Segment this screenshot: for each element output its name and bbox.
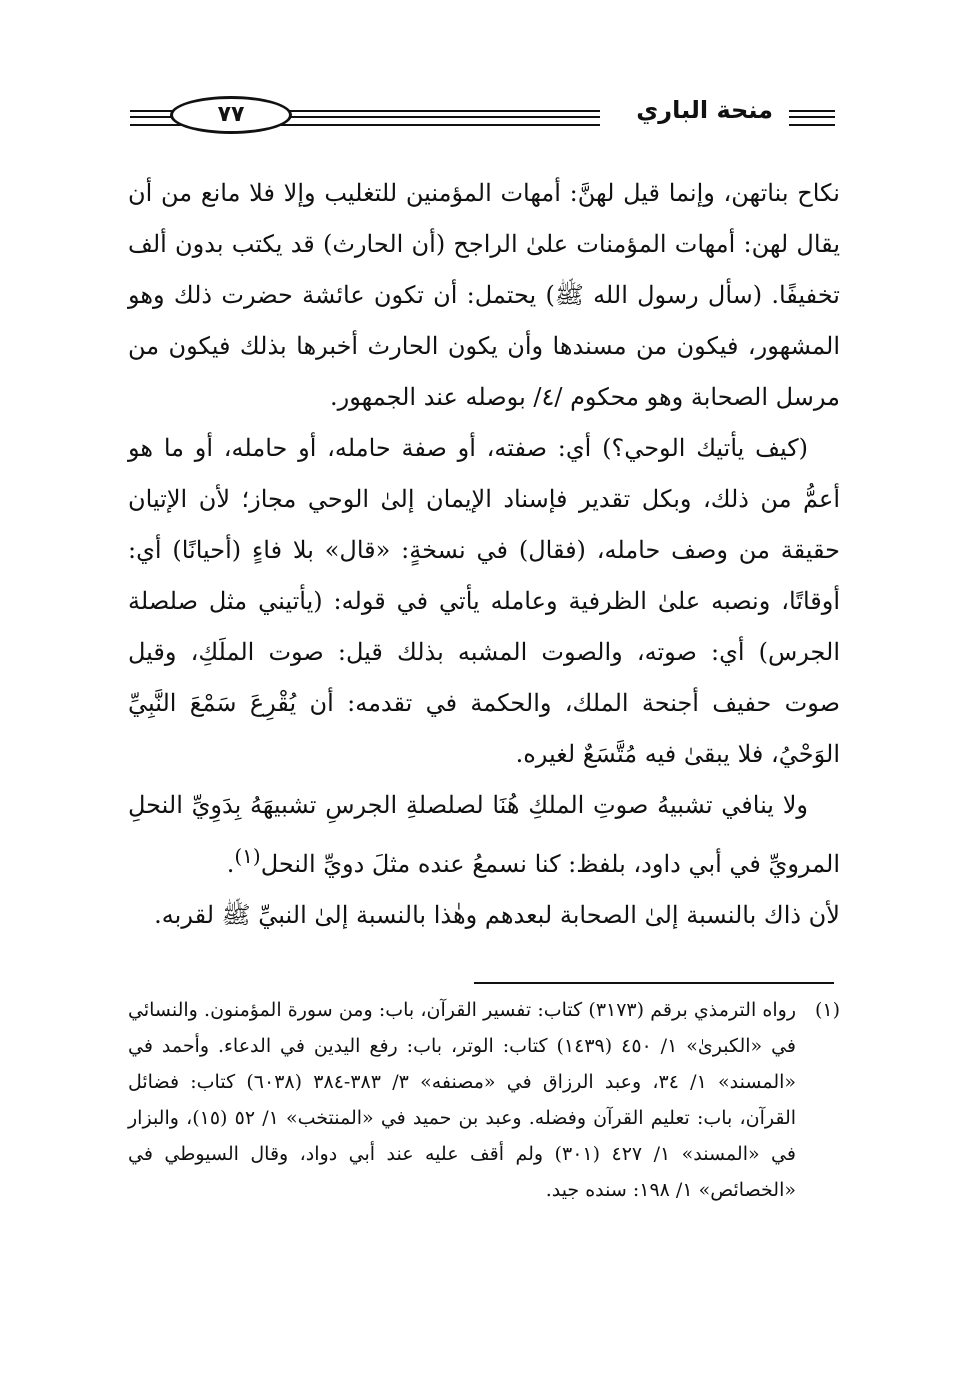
page-header — [130, 92, 835, 142]
paragraph-2: (كيف يأتيك الوحي؟) أي: صفته، أو صفة حامله، أو حامله، أو ما هو أعمُّ من ذلك، وبكل تقدير فإسناد الإيمان إلىٰ الوحي مجاز؛ لأن الإتيان حقيقة من وصف حامله، (فقال) في نسخةٍ: «قال» بلا فاءٍ (أحيانًا) أي: أوقاتًا، ونصبه علىٰ الظرفية وعامله يأتي في قوله: (يأتيني مثل صلصلة الجرس) أي: صوته، والصوت المشبه بذلك قيل: صوت الملَكِ، وقيل صوت حفيف أجنحة الملك، والحكمة في تقدمه: أن يُقْرِعَ سَمْعَ النَّبِيِّ الوَحْيُ، فلا يبقىٰ فيه مُتَّسَعٌ لغيره. — [128, 434, 841, 768]
footnote-reference[interactable]: (١) — [234, 844, 261, 868]
paragraph-3 — [128, 780, 840, 890]
footnote-divider — [474, 982, 834, 984]
paragraph-3-end: . — [226, 850, 235, 878]
footnote — [128, 992, 840, 1208]
main-text — [128, 168, 840, 941]
running-title: منحة الباري — [636, 96, 773, 124]
header-ornament-right — [789, 110, 835, 126]
footnote-text: رواه الترمذي برقم (٣١٧٣) كتاب: تفسير القرآن، باب: ومن سورة المؤمنون. والنسائي في «الكبرىٰ» ١/ ٤٥٠ (١٤٣٩) كتاب: الوتر، باب: رفع اليدين في الدعاء. وأحمد في «المسند» ١/ ٣٤، وعبد الرزاق في «مصنفه» ٣/ ٣٨٣-٣٨٤ (٦٠٣٨) كتاب: فضائل القرآن، باب: تعليم القرآن وفضله. وعبد بن حميد في «المنتخب» ١/ ٥٢ (١٥)، والبزار في «المسند» ١/ ٤٢٧ (٣٠١) ولم أقف عليه عند أبي دواد، وقال السيوطي في «الخصائص» ١/ ١٩٨: سنده جيد. — [128, 999, 797, 1201]
footnote-1 — [128, 992, 840, 1208]
paragraph-1: نكاح بناتهن، وإنما قيل لهنَّ: أمهات المؤمنين للتغليب وإلا فلا مانع من أن يقال لهن: أمهات المؤمنات علىٰ الراجح (أن الحارث) قد يكتب بدون ألف تخفيفًا. (سأل رسول الله ﷺ) يحتمل: أن تكون عائشة حضرت ذلك وهو المشهور، فيكون من مسندها وأن يكون الحارث أخبرها بذلك فيكون من مرسل الصحابة وهو محكوم /٤/ بوصله عند الجمهور. — [128, 179, 840, 411]
paragraph-3-text: ولا ينافي تشبيهُ صوتِ الملكِ هُنَا لصلصلةِ الجرسِ تشبيهَهُ بِدَوِيِّ النحلِ المرويِّ في أبي داود، بلفظ: كنا نسمعُ عنده مثلَ دويِّ النحل — [128, 791, 840, 878]
paragraph-4: لأن ذاك بالنسبة إلىٰ الصحابة لبعدهم وهٰذا بالنسبة إلىٰ النبيِّ ﷺ لقربه. — [154, 901, 840, 929]
footnote-marker: (١) — [814, 999, 840, 1021]
page-number: ٧٧ — [170, 96, 292, 134]
